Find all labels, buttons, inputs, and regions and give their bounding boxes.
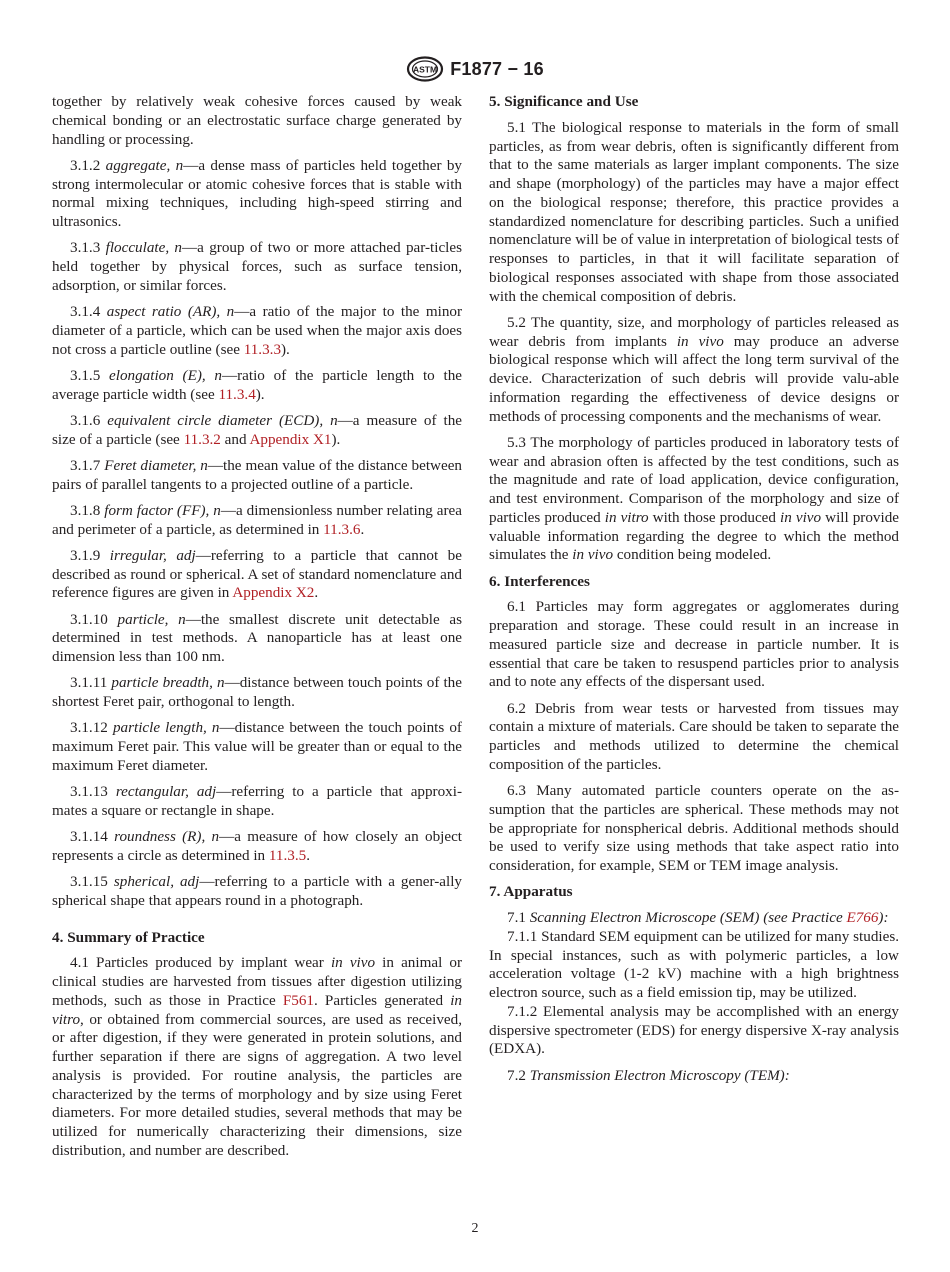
definition-3-1-13: 3.1.13 rectangular, adj—referring to a particle that approxi-mates a square or rectangle in shape. — [52, 783, 462, 819]
definition-3-1-12: 3.1.12 particle length, n—distance between the touch points of maximum Feret pair. This value will be greater than or equal to the maximum Feret diameter. — [52, 719, 462, 774]
link-11-3-5[interactable]: 11.3.5 — [268, 846, 307, 864]
definition-3-1-5: 3.1.5 elongation (E), n—ratio of the particle length to the average particle width (see 11.3.4). — [52, 366, 462, 403]
paragraph-7-1-2: 7.1.2 Elemental analysis may be accomplished with an energy dispersive spectrometer (EDS) for energy dispersive X-ray analysis (EDXA). — [489, 1002, 899, 1058]
link-11-3-6[interactable]: 11.3.6 — [323, 520, 361, 538]
page-header — [0, 54, 950, 84]
definition-3-1-4: 3.1.4 aspect ratio (AR), n—a ratio of the major to the minor diameter of a particle, which can be used when the major axis does not cross a particle outline (see 11.3.3). — [52, 303, 463, 358]
left-column — [52, 93, 462, 1168]
paragraph-6-1: 6.1 Particles may form aggregates or agglomerates during preparation and storage. These could result in an increase in measured particle size and decrease in particle number. It is essential that care be taken to resuspend particles prior to analysis and to note any effects of the dispersant used. — [489, 598, 899, 691]
definition-3-1-7: 3.1.7 Feret diameter, n—the mean value of the distance between pairs of parallel tangents to a projected outline of a particle. — [52, 456, 462, 493]
definition-3-1-8: 3.1.8 form factor (FF), n—a dimensionless number relating area and perimeter of a particle, as determined in 11.3.6. — [52, 501, 462, 538]
link-e766[interactable]: E766 — [846, 909, 879, 926]
document-designation: F1877 − 16 — [450, 58, 544, 79]
section-heading-7: 7. Apparatus — [489, 883, 573, 901]
definition-3-1-10: 3.1.10 particle, n—the smallest discrete unit detectable as determined in test methods. A nanoparticle has at least one dimension less than 100 nm. — [52, 610, 462, 665]
continued-paragraph: together by relatively weak cohesive forces caused by weak chemical bonding or an electrostatic surface charge generated by handling or processing. — [52, 93, 462, 148]
paragraph-7-1: 7.1 Scanning Electron Microscope (SEM) (see Practice E766): — [507, 909, 889, 926]
definition-3-1-14: 3.1.14 roundness (R), n—a measure of how closely an object represents a circle as determined in 11.3.5. — [52, 828, 462, 864]
link-11-3-3[interactable]: 11.3.3 — [243, 340, 282, 358]
link-appendix-x1[interactable]: Appendix X1 — [249, 430, 332, 448]
definition-3-1-15: 3.1.15 spherical, adj—referring to a particle with a gener-ally spherical shape that appears round in a photograph. — [52, 873, 462, 909]
page-number: 2 — [471, 1221, 479, 1236]
section-heading-6: 6. Interferences — [489, 572, 590, 590]
logo-text: ASTM — [413, 64, 438, 75]
link-11-3-2[interactable]: 11.3.2 — [183, 430, 221, 448]
paragraph-5-2: 5.2 The quantity, size, and morphology of particles released as wear debris from implants in vivo may produce an adverse biological response which will affect the long term survival of the device. Characterization of such debris will provide valu-able information regarding the effectiveness of device designs or methods of processing components and the mechanisms of wear. — [489, 313, 900, 425]
paragraph-5-1: 5.1 The biological response to materials in the form of small particles, as from wear debris, often is significantly different from that to the same materials as larger implant components. The size and shape (morphology) of the particles may have a major effect on the biological response; therefore, this practice provides a standardized nomenclature for describing particles. Such a unified nomenclature will be of value in interpretation of biological tests of responses to particles, in that it will facilitate separation of biological responses associated with shape from those associated with the chemical composition of debris. — [489, 118, 899, 305]
definition-3-1-9: 3.1.9 irregular, adj—referring to a particle that cannot be described as round or spherical. A set of standard nomenclature and reference figures are given in Appendix X2. — [52, 546, 462, 602]
paragraph-4-1: 4.1 Particles produced by implant wear in vivo in animal or clinical studies are harvested from tissues after digestion utilizing methods, such as those in Practice F561. Particles generated in vitro, or obtained from commercial sources, are used as received, or after digestion, if they were generated in protein solutions, and further separation if there are signs of aggregation. A two level analysis is provided. For routine analysis, the particles are characterized by the terms of morphology and by size using Feret diameters. For more detailed studies, several methods that may be utilized for numerically characterizing their dimensions, size distribution, and number are described. — [52, 954, 463, 1159]
paragraph-6-2: 6.2 Debris from wear tests or harvested from tissues may contain a mixture of materials. Care should be taken to separate the particles and methods utilized to determine the chemical composition of the particles. — [489, 699, 899, 773]
definition-3-1-11: 3.1.11 particle breadth, n—distance between touch points of the shortest Feret pair, orthogonal to length. — [52, 674, 462, 710]
paragraph-5-3: 5.3 The morphology of particles produced in laboratory tests of wear and abrasion often is affected by the test conditions, such as the magnitude and rate of load application, device configuration, and test environment. Comparison of the morphology and size of particles produced in vitro with those produced in vivo will provide valuable information regarding the degree to which the method simulates the in vivo condition being modeled. — [489, 433, 899, 564]
definition-3-1-6: 3.1.6 equivalent circle diameter (ECD), n—a measure of the size of a particle (see 11.3.2 and Appendix X1). — [52, 411, 462, 448]
section-heading-5: 5. Significance and Use — [489, 93, 639, 110]
paragraph-7-1-1: 7.1.1 Standard SEM equipment can be utilized for many studies. In special instances, such as with polymeric particles, a low acceleration voltage (1-2 kV) machine with a high brightness electron source, such as a field emission tip, may be utilized. — [489, 927, 899, 1001]
link-appendix-x2[interactable]: Appendix X2 — [232, 584, 315, 602]
astm-logo-icon — [406, 56, 444, 82]
section-heading-4: 4. Summary of Practice — [52, 928, 205, 946]
definition-3-1-3: 3.1.3 flocculate, n—a group of two or more attached par-ticles held together by physical forces, such as surface tension, adsorption, or similar forces. — [52, 239, 463, 294]
paragraph-6-3: 6.3 Many automated particle counters operate on the as-sumption that the particles are spherical. These methods may not be appropriate for nonspherical debris. Additional methods should be used to verify size using methods that take aspect ratio into consideration, for example, SEM or TEM image analysis. — [489, 782, 899, 874]
link-f561[interactable]: F561 — [282, 991, 314, 1009]
right-column — [489, 93, 899, 1093]
paragraph-7-2: 7.2 Transmission Electron Microscopy (TEM): — [507, 1066, 790, 1084]
link-11-3-4[interactable]: 11.3.4 — [218, 385, 256, 403]
definition-3-1-2: 3.1.2 aggregate, n—a dense mass of particles held together by strong intermolecular or atomic cohesive forces that is stable with normal mixing techniques, including high-speed stirring and ultrasonics. — [52, 156, 462, 230]
